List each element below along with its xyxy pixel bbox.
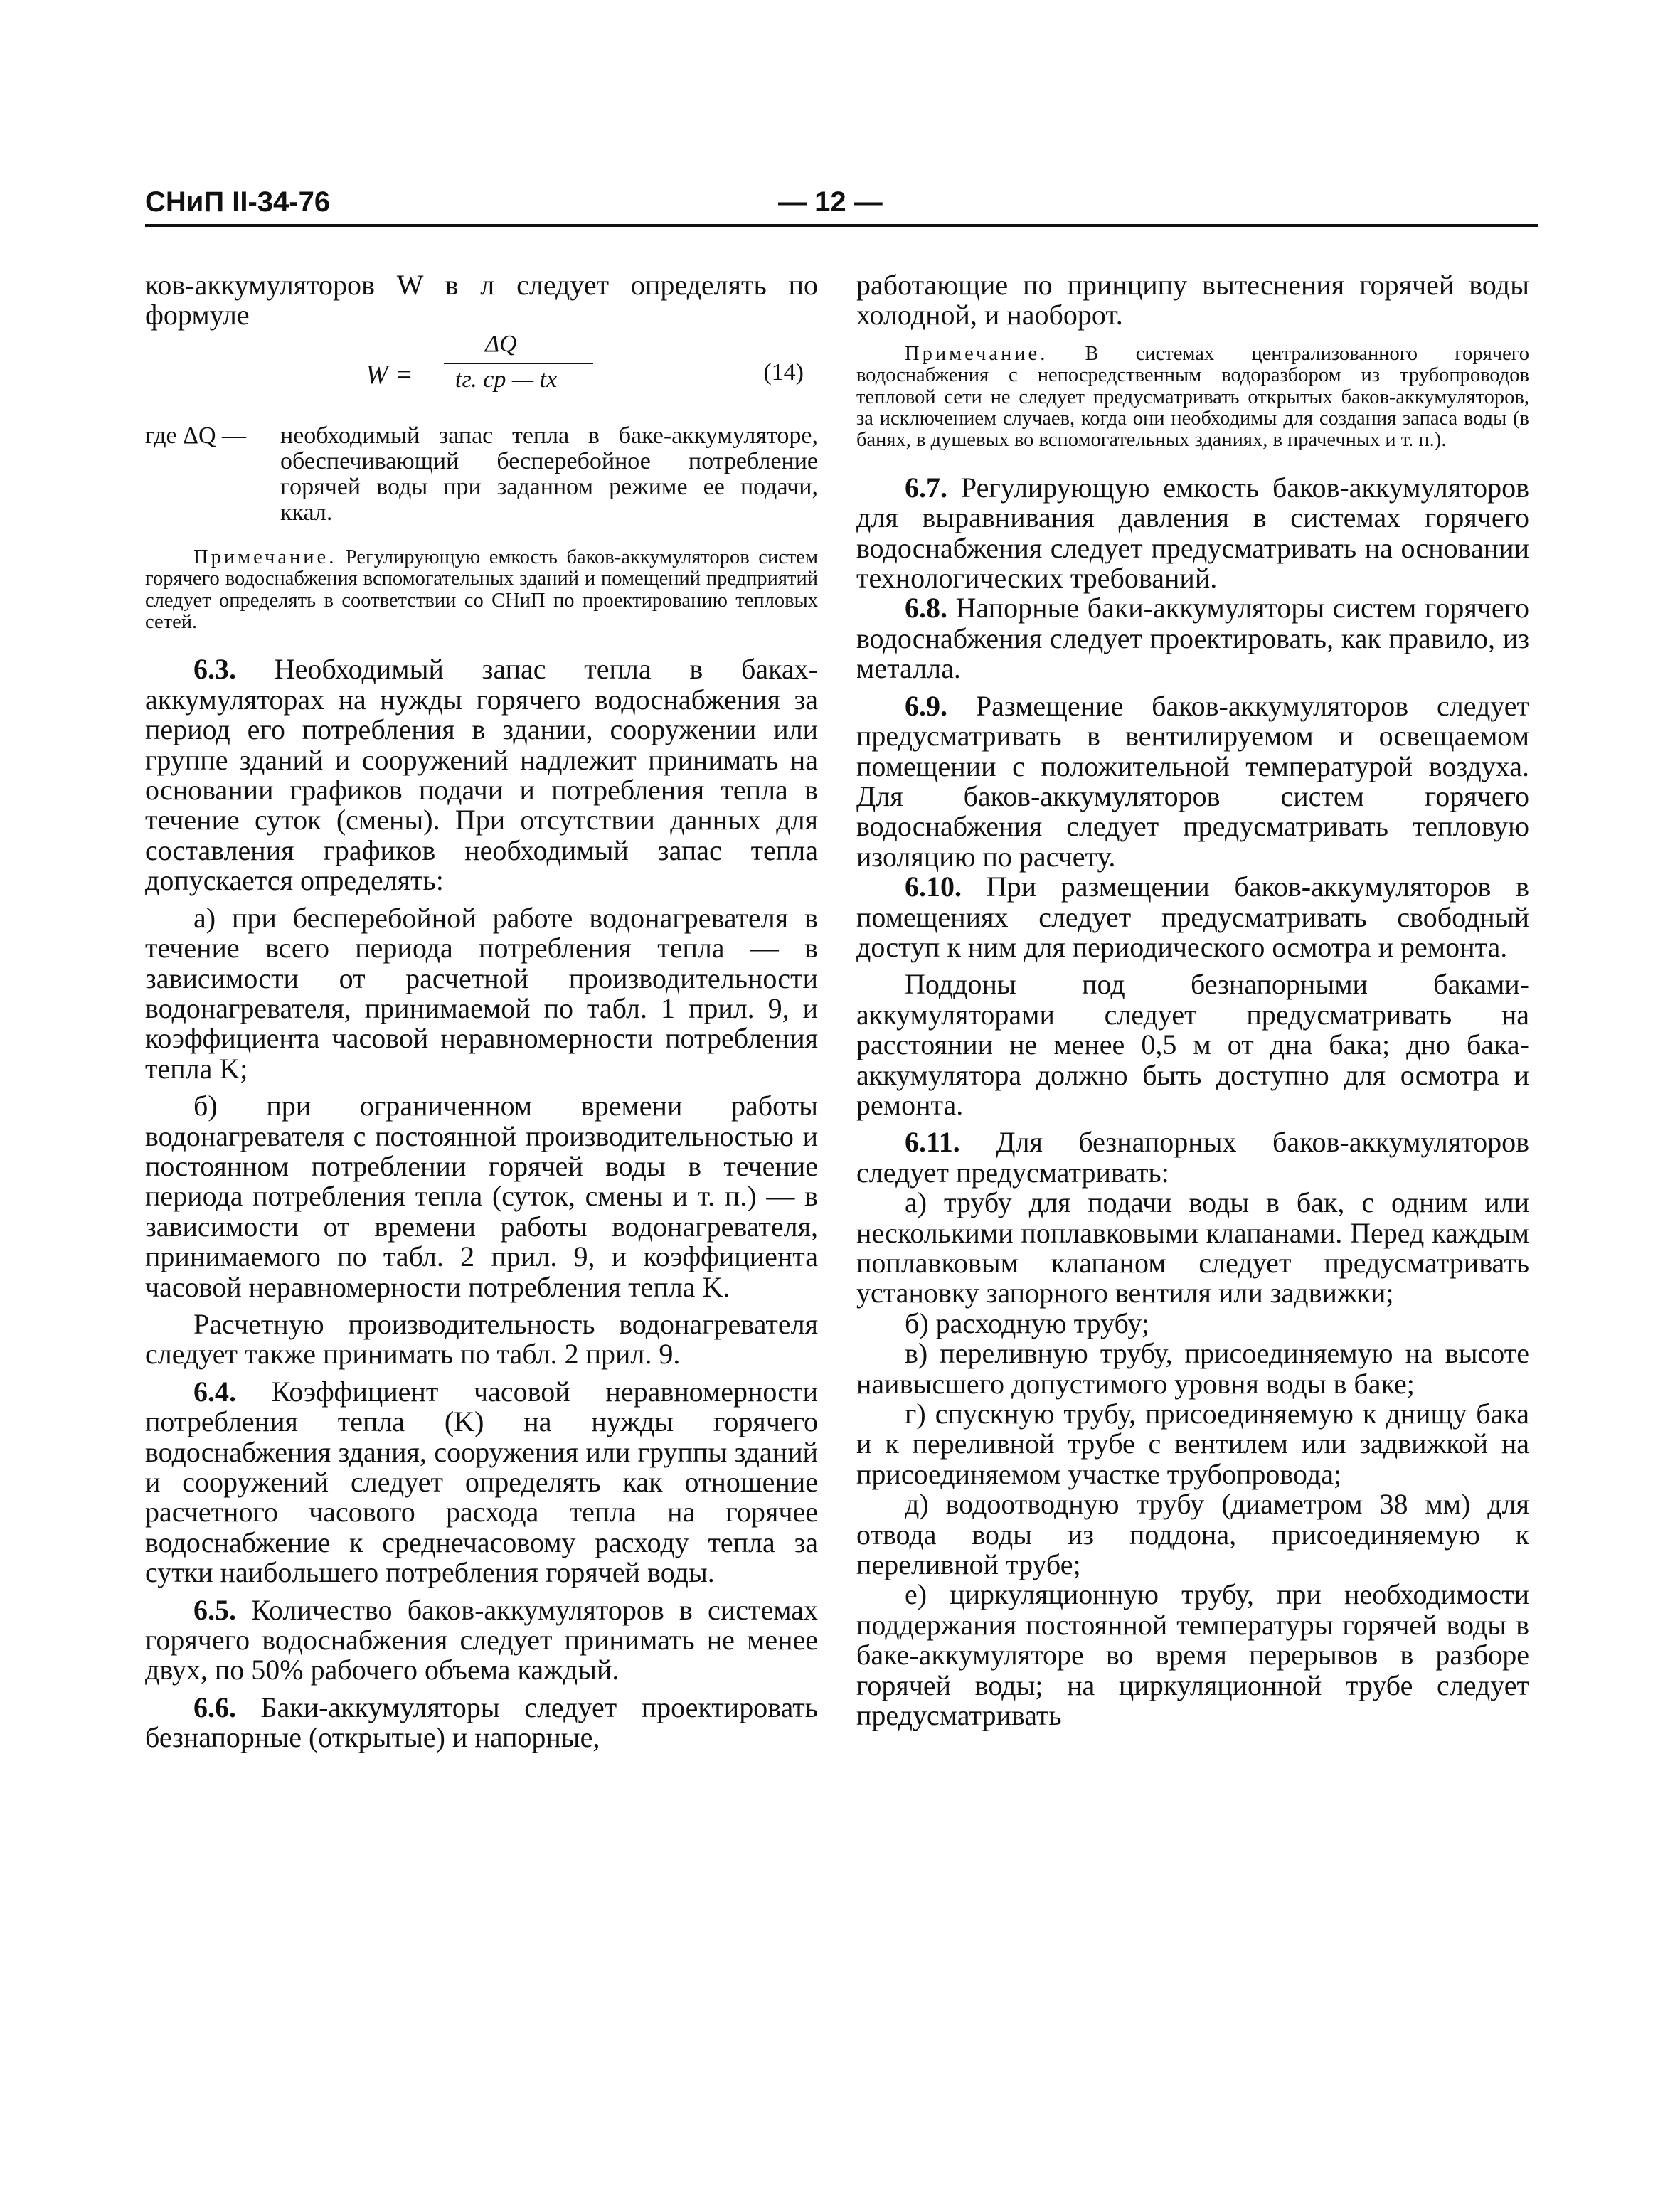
left-column [145,270,818,1753]
page-header [145,186,1538,229]
note-label: Примечание. [193,546,337,568]
clause-number: 6.6. [193,1691,236,1723]
list-item-g: г) спускную трубу, присоединяемую к днищу бака и к переливной трубе с вентилем или задвижкой на присоединяемом участке трубопровода; [856,1398,1529,1490]
clause-6-3 [145,654,818,895]
clause-6-9 [856,691,1529,872]
page-number: — 12 — [778,186,883,218]
right-column [856,270,1529,1731]
clause-text: Необходимый запас тепла в баках-аккумуляторах на нужды горячего водоснабжения за период его потребления в здании, сооружении или группе зданий и сооружений надлежит принимать на основании графиков подачи и потребления тепла в течение суток (смены). При отсутствии данных для составления графиков необходимый запас тепла допускается определять: [145,653,818,897]
legend-definition: необходимый запас тепла в баке-аккумуляторе, обеспечивающий бесперебойное потребление горячей воды при заданном режиме ее подачи, ккал. [280,422,818,526]
fraction-bar [444,363,593,364]
clause-number: 6.4. [193,1375,236,1408]
clause-6-6 [145,1693,818,1753]
note-paragraph [145,547,818,634]
note-text: Регулирующую емкость баков-аккумуляторов систем горячего водоснабжения вспомогательных зданий и помещений предприятий следует определять в соответствии со СНиП по проектированию тепловых сетей. [145,546,818,634]
clause-number: 6.3. [193,653,236,686]
list-item-a: а) при бесперебойной работе водонагревателя в течение всего периода потребления тепла — в зависимости от расчетной производительности водонагревателя, принимаемой по табл. 1 прил. 9, и коэффициента часовой неравномерности потребления тепла K; [145,901,818,1085]
list-item-e: е) циркуляционную трубу, при необходимости поддержания постоянной температуры горячей воды в баке-аккумуляторе во время перерывов в разборе горячей воды; на циркуляционной трубе следует предусматривать [856,1578,1529,1732]
clause-number: 6.11. [905,1126,960,1159]
formula-14 [145,331,818,423]
clause-number: 6.9. [905,689,947,722]
clause-number: 6.10. [905,871,962,903]
clause-6-4 [145,1377,818,1588]
intro-paragraph: ков-аккумуляторов W в л следует определять по формуле [145,269,818,331]
clause-6-10 [856,872,1529,962]
list-item-b: б) расходную трубу; [905,1307,1149,1339]
header-rule [145,224,1538,227]
clause-number: 6.7. [905,471,947,504]
formula-number: (14) [763,358,804,386]
clause-text: Напорные баки-аккумуляторы систем горячего водоснабжения следует проектировать, как правило, из металла. [856,592,1529,685]
formula-lhs: W = [366,359,413,390]
clause-text: При размещении баков-аккумуляторов в помещениях следует предусматривать свободный доступ к ним для периодического осмотра и ремонта. [856,871,1529,963]
clause-6-5 [145,1595,818,1686]
list-item-v: в) переливную трубу, присоединяемую на высоте наивысшего допустимого уровня воды в баке; [856,1337,1529,1400]
clause-text: Для безнапорных баков-аккумуляторов следует предусматривать: [856,1126,1529,1189]
clause-text: Баки-аккумуляторы следует проектировать безнапорные (открытые) и напорные, [145,1691,818,1754]
list-item-a: а) трубу для подачи воды в бак, с одним или несколькими поплавковыми клапанами. Перед каждым поплавковым клапаном следует предусматривать установку запорного вентиля или задвижки; [856,1186,1529,1309]
calc-paragraph: Расчетную производительность водонагревателя следует также принимать по табл. 2 прил. 9. [145,1307,818,1371]
formula-numerator: ΔQ [485,330,517,357]
note-label: Примечание. [905,342,1048,365]
list-item-b: б) при ограниченном времени работы водонагревателя с постоянной производительностью и постоянном потреблении горячей воды в течение периода потребления тепла (суток, смены и т. п.) — в зависимости от времени работы водонагревателя, принимаемого по табл. 2 прил. 9, и коэффициента часовой неравномерности потребления тепла K. [145,1090,818,1303]
clause-6-11 [856,1127,1529,1188]
clause-6-7 [856,473,1529,594]
formula-legend [145,423,818,526]
clause-text: Коэффициент часовой неравномерности потребления тепла (K) на нужды горячего водоснабжения здания, сооружения или группы зданий и сооружений следует определять как отношение расчетного часового расхода тепла на горячее водоснабжение к среднечасовому расходу тепла за сутки наибольшего потребления горячей воды. [145,1375,818,1589]
clause-text: Размещение баков-аккумуляторов следует предусматривать в вентилируемом и освещаемом помещении с положительной температурой воздуха. Для баков-аккумуляторов систем горячего водоснабжения следует предусматривать тепловую изоляцию по расчету. [856,689,1529,873]
trays-paragraph: Поддоны под безнапорными баками-аккумуляторами следует предусматривать на расстоянии не менее 0,5 м от дна бака; дно бака-аккумулятора должно быть доступно для осмотра и ремонта. [856,968,1529,1121]
document-code: СНиП II-34-76 [145,186,331,218]
clause-text: Регулирующую емкость баков-аккумуляторов для выравнивания давления в системах горячего водоснабжения следует предусматривать на основании технологических требований. [856,471,1529,595]
formula-denominator: tг. ср — tх [455,366,558,393]
clause-6-8 [856,593,1529,684]
clause-text: Количество баков-аккумуляторов в системах горячего водоснабжения следует принимать не менее двух, по 50% рабочего объема каждый. [145,1593,818,1686]
note-text: В системах централизованного горячего водоснабжения с непосредственным водоразбором из трубопроводов тепловой сети не следует предусматривать открытых баков-аккумуляторов, за исключением случаев, когда они необходимы для создания запаса воды (в банях, в душевых во вспомогательных зданиях, в прачечных и т. п.). [856,342,1529,452]
clause-number: 6.8. [905,592,947,624]
list-item-d: д) водоотводную трубу (диаметром 38 мм) для отвода воды из поддона, присоединяемую к переливной трубе; [856,1488,1529,1581]
note-paragraph [856,344,1529,452]
clause-number: 6.5. [193,1593,236,1626]
continuation-paragraph: работающие по принципу вытеснения горячей воды холодной, и наоборот. [856,269,1529,331]
legend-term: где ΔQ — [145,422,247,449]
